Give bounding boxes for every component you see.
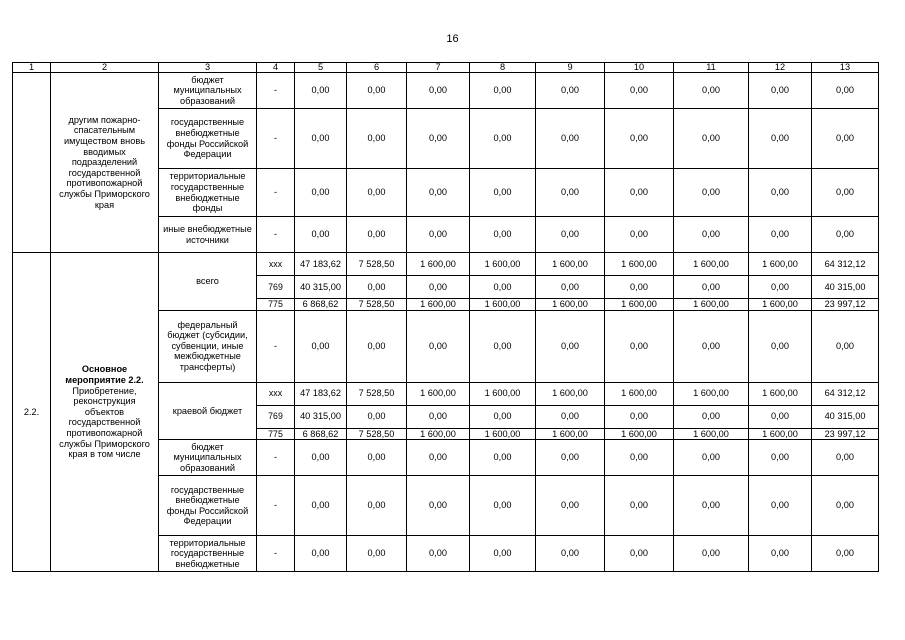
value-cell: 0,00: [536, 440, 605, 476]
value-cell: 0,00: [470, 73, 536, 109]
value-cell: 0,00: [749, 169, 812, 217]
value-cell: 0,00: [295, 536, 347, 572]
value-cell: 7 528,50: [347, 299, 407, 311]
value-cell: 1 600,00: [407, 382, 470, 405]
value-cell: 0,00: [295, 73, 347, 109]
value-cell: 0,00: [470, 310, 536, 382]
value-cell: 0,00: [605, 169, 674, 217]
code-cell: -: [257, 169, 295, 217]
header-cell: 6: [347, 63, 407, 73]
value-cell: 0,00: [295, 310, 347, 382]
value-cell: 0,00: [749, 476, 812, 536]
value-cell: 0,00: [674, 169, 749, 217]
value-cell: 1 600,00: [470, 428, 536, 440]
value-cell: 0,00: [812, 217, 879, 253]
header-cell: 9: [536, 63, 605, 73]
value-cell: 64 312,12: [812, 382, 879, 405]
funding-source-cell: иные внебюджетные источники: [159, 217, 257, 253]
value-cell: 0,00: [749, 217, 812, 253]
value-cell: 7 528,50: [347, 428, 407, 440]
value-cell: 0,00: [605, 276, 674, 299]
funding-source-cell: бюджет муниципальных образований: [159, 440, 257, 476]
funding-source-cell: краевой бюджет: [159, 382, 257, 440]
value-cell: 1 600,00: [536, 299, 605, 311]
code-cell: -: [257, 109, 295, 169]
code-cell: -: [257, 310, 295, 382]
value-cell: 0,00: [407, 440, 470, 476]
value-cell: 0,00: [536, 217, 605, 253]
value-cell: 23 997,12: [812, 299, 879, 311]
item-title: Основное мероприятие 2.2.: [65, 364, 144, 386]
value-cell: 0,00: [749, 310, 812, 382]
value-cell: 0,00: [407, 310, 470, 382]
value-cell: 40 315,00: [295, 276, 347, 299]
value-cell: 0,00: [470, 536, 536, 572]
funding-source-cell: территориальные государственные внебюджетные фонды: [159, 169, 257, 217]
value-cell: 1 600,00: [674, 428, 749, 440]
value-cell: 0,00: [347, 405, 407, 428]
value-cell: 0,00: [295, 217, 347, 253]
value-cell: 1 600,00: [470, 299, 536, 311]
header-cell: 11: [674, 63, 749, 73]
value-cell: 0,00: [407, 109, 470, 169]
code-cell: -: [257, 440, 295, 476]
value-cell: 1 600,00: [749, 428, 812, 440]
item-name-cell: другим пожарно-спасательным имуществом вновь вводимых подразделений государственной противопожарной службы Приморского края: [51, 73, 159, 253]
value-cell: 0,00: [536, 536, 605, 572]
item-number-cell: 2.2.: [13, 253, 51, 572]
value-cell: 0,00: [347, 276, 407, 299]
table-row: [13, 73, 879, 109]
header-cell: 10: [605, 63, 674, 73]
value-cell: 64 312,12: [812, 253, 879, 276]
value-cell: 1 600,00: [749, 382, 812, 405]
value-cell: 0,00: [749, 109, 812, 169]
value-cell: 0,00: [470, 405, 536, 428]
value-cell: 0,00: [470, 109, 536, 169]
value-cell: 0,00: [470, 217, 536, 253]
value-cell: 0,00: [674, 476, 749, 536]
value-cell: 6 868,62: [295, 299, 347, 311]
value-cell: 0,00: [812, 169, 879, 217]
value-cell: 0,00: [536, 276, 605, 299]
value-cell: 0,00: [295, 440, 347, 476]
value-cell: 0,00: [605, 109, 674, 169]
value-cell: 0,00: [674, 405, 749, 428]
value-cell: 0,00: [347, 217, 407, 253]
value-cell: 1 600,00: [536, 382, 605, 405]
value-cell: 0,00: [347, 169, 407, 217]
value-cell: 6 868,62: [295, 428, 347, 440]
value-cell: 0,00: [470, 276, 536, 299]
value-cell: 0,00: [812, 440, 879, 476]
value-cell: 0,00: [407, 405, 470, 428]
value-cell: 0,00: [674, 217, 749, 253]
code-cell: -: [257, 536, 295, 572]
value-cell: 0,00: [674, 310, 749, 382]
value-cell: 0,00: [605, 440, 674, 476]
funding-source-cell: государственные внебюджетные фонды Российской Федерации: [159, 109, 257, 169]
value-cell: 1 600,00: [605, 382, 674, 405]
code-cell: -: [257, 217, 295, 253]
item-name-cell: [51, 253, 159, 572]
value-cell: 0,00: [347, 440, 407, 476]
value-cell: 1 600,00: [674, 382, 749, 405]
value-cell: 0,00: [605, 310, 674, 382]
value-cell: 0,00: [605, 73, 674, 109]
value-cell: 0,00: [674, 73, 749, 109]
funding-source-cell: территориальные государственные внебюджетные: [159, 536, 257, 572]
value-cell: 0,00: [812, 73, 879, 109]
value-cell: 0,00: [749, 440, 812, 476]
value-cell: 7 528,50: [347, 382, 407, 405]
value-cell: 1 600,00: [749, 299, 812, 311]
header-cell: 1: [13, 63, 51, 73]
funding-source-cell: федеральный бюджет (субсидии, субвенции, иные межбюджетные трансферты): [159, 310, 257, 382]
value-cell: 23 997,12: [812, 428, 879, 440]
value-cell: 0,00: [749, 276, 812, 299]
value-cell: 1 600,00: [407, 428, 470, 440]
value-cell: 1 600,00: [605, 253, 674, 276]
value-cell: 0,00: [674, 109, 749, 169]
header-cell: 3: [159, 63, 257, 73]
header-cell: 4: [257, 63, 295, 73]
code-cell: 775: [257, 299, 295, 311]
value-cell: 1 600,00: [407, 299, 470, 311]
header-cell: 7: [407, 63, 470, 73]
code-cell: 769: [257, 276, 295, 299]
value-cell: 0,00: [749, 405, 812, 428]
value-cell: 40 315,00: [812, 405, 879, 428]
value-cell: 1 600,00: [605, 299, 674, 311]
value-cell: 0,00: [407, 276, 470, 299]
value-cell: 0,00: [295, 476, 347, 536]
header-cell: 8: [470, 63, 536, 73]
value-cell: 0,00: [347, 476, 407, 536]
value-cell: 0,00: [812, 109, 879, 169]
value-cell: 0,00: [536, 169, 605, 217]
value-cell: 0,00: [470, 169, 536, 217]
funding-source-cell: бюджет муниципальных образований: [159, 73, 257, 109]
funding-source-cell: государственные внебюджетные фонды Российской Федерации: [159, 476, 257, 536]
value-cell: 1 600,00: [536, 428, 605, 440]
value-cell: 0,00: [812, 476, 879, 536]
value-cell: 0,00: [407, 476, 470, 536]
value-cell: 0,00: [674, 440, 749, 476]
value-cell: 0,00: [295, 169, 347, 217]
value-cell: 0,00: [674, 276, 749, 299]
header-cell: 13: [812, 63, 879, 73]
code-cell: xxx: [257, 382, 295, 405]
value-cell: 0,00: [605, 217, 674, 253]
value-cell: 0,00: [407, 73, 470, 109]
value-cell: 0,00: [674, 536, 749, 572]
funding-source-cell: всего: [159, 253, 257, 311]
value-cell: 1 600,00: [674, 299, 749, 311]
header-row: [13, 63, 879, 73]
value-cell: 0,00: [749, 73, 812, 109]
header-cell: 2: [51, 63, 159, 73]
value-cell: 0,00: [749, 536, 812, 572]
value-cell: 0,00: [536, 310, 605, 382]
value-cell: 0,00: [605, 476, 674, 536]
value-cell: 7 528,50: [347, 253, 407, 276]
header-cell: 12: [749, 63, 812, 73]
value-cell: 0,00: [605, 536, 674, 572]
value-cell: 0,00: [605, 405, 674, 428]
header-cell: 5: [295, 63, 347, 73]
value-cell: 0,00: [536, 109, 605, 169]
code-cell: -: [257, 73, 295, 109]
value-cell: 1 600,00: [674, 253, 749, 276]
value-cell: 0,00: [347, 109, 407, 169]
value-cell: 0,00: [812, 310, 879, 382]
value-cell: 0,00: [347, 310, 407, 382]
value-cell: 0,00: [407, 169, 470, 217]
value-cell: 1 600,00: [605, 428, 674, 440]
value-cell: 40 315,00: [812, 276, 879, 299]
value-cell: 0,00: [812, 536, 879, 572]
value-cell: 1 600,00: [470, 382, 536, 405]
value-cell: 0,00: [536, 405, 605, 428]
value-cell: 0,00: [407, 217, 470, 253]
value-cell: 47 183,62: [295, 382, 347, 405]
value-cell: 1 600,00: [470, 253, 536, 276]
page-number: 16: [446, 33, 459, 45]
value-cell: 0,00: [536, 476, 605, 536]
value-cell: 0,00: [347, 536, 407, 572]
code-cell: 775: [257, 428, 295, 440]
value-cell: 0,00: [347, 73, 407, 109]
value-cell: 0,00: [536, 73, 605, 109]
item-description: Приобретение, реконструкция объектов государственной противопожарной службы Приморского края в том числе: [59, 385, 150, 460]
value-cell: 0,00: [470, 440, 536, 476]
value-cell: 1 600,00: [407, 253, 470, 276]
value-cell: 1 600,00: [536, 253, 605, 276]
budget-table: [12, 62, 879, 572]
value-cell: 40 315,00: [295, 405, 347, 428]
code-cell: -: [257, 476, 295, 536]
value-cell: 0,00: [470, 476, 536, 536]
value-cell: 0,00: [407, 536, 470, 572]
value-cell: 47 183,62: [295, 253, 347, 276]
value-cell: 0,00: [295, 109, 347, 169]
value-cell: 1 600,00: [749, 253, 812, 276]
code-cell: 769: [257, 405, 295, 428]
code-cell: xxx: [257, 253, 295, 276]
table-row: [13, 253, 879, 276]
item-number-cell: [13, 73, 51, 253]
